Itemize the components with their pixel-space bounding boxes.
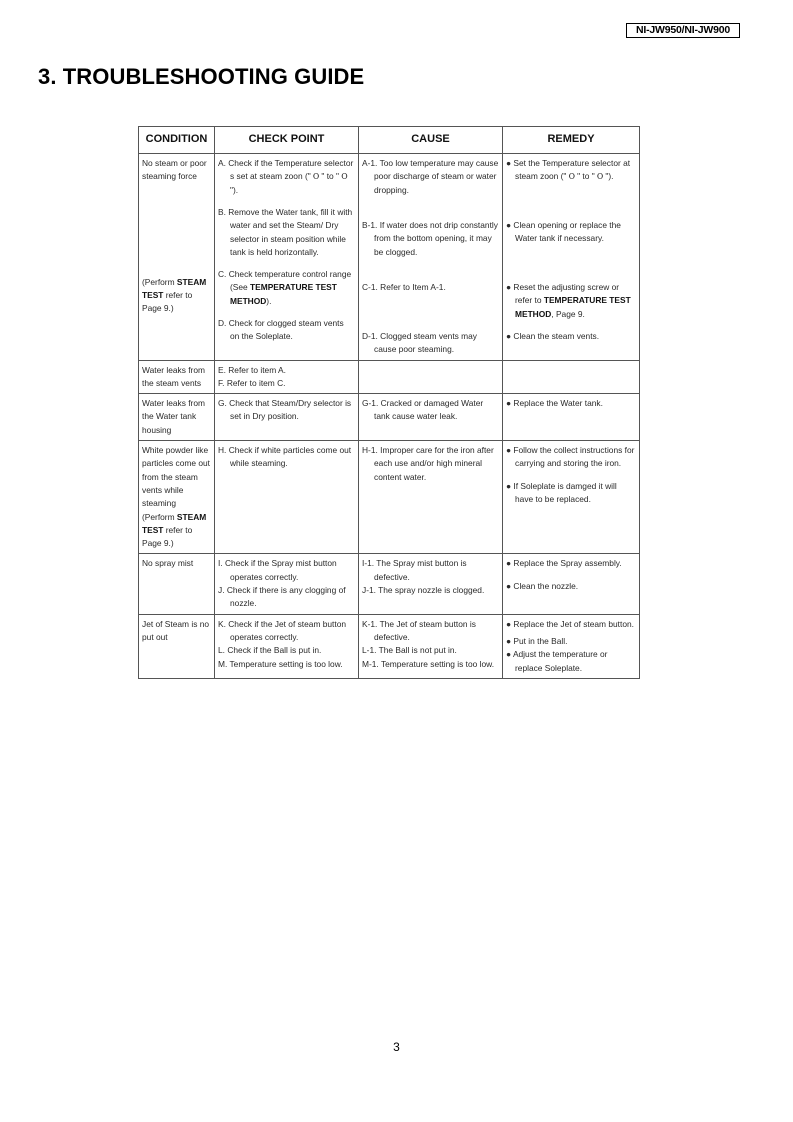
remedy-cell: [503, 441, 640, 554]
troubleshooting-table: [138, 126, 640, 679]
cause-item: M-1. Temperature setting is too low.: [362, 658, 495, 669]
check-point-item: B. Remove the Water tank, fill it with water and set the Steam/ Dry selector in steam position while tank is held horizontally.: [218, 207, 353, 257]
cause-item: K-1. The Jet of steam button is defective.: [362, 618, 476, 642]
check-point-item: A. Check if the Temperature selector s set at steam zoon (" Ⲟ " to " Ⲟ ").: [218, 158, 354, 195]
check-point-item: I. Check if the Spray mist button operates correctly.: [218, 558, 337, 582]
cause-item: G-1. Cracked or damaged Water tank cause water leak.: [362, 398, 484, 422]
remedy-cell: [503, 394, 640, 441]
remedy-item: ● Replace the Water tank.: [506, 398, 603, 409]
check-point-item: M. Temperature setting is too low.: [218, 658, 343, 669]
remedy-cell: [503, 154, 640, 361]
condition-text: No spray mist: [142, 558, 194, 569]
cause-item: D-1. Clogged steam vents may cause poor steaming.: [362, 331, 477, 355]
remedy-item: ● If Soleplate is damged it will have to be replaced.: [506, 480, 617, 504]
cause-cell: [359, 554, 503, 614]
cause-item: A-1. Too low temperature may cause poor discharge of steam or water dropping.: [362, 158, 499, 195]
check-point-cell: [215, 614, 359, 678]
remedy-item: ● Put in the Ball.: [506, 635, 568, 646]
check-point-cell: [215, 554, 359, 614]
condition-note: (Perform STEAM TEST refer to Page 9.): [142, 511, 207, 549]
table-row: [139, 394, 640, 441]
condition-text: Water leaks from the steam vents: [142, 364, 205, 388]
cause-cell: [359, 441, 503, 554]
column-header-check-point: CHECK POINT: [215, 127, 359, 154]
check-point-item: L. Check if the Ball is put in.: [218, 645, 322, 656]
condition-text: Water leaks from the Water tank housing: [142, 398, 205, 435]
remedy-item: ● Clean the nozzle.: [506, 580, 579, 591]
check-point-cell: [215, 441, 359, 554]
check-point-item: G. Check that Steam/Dry selector is set in Dry position.: [218, 398, 352, 422]
remedy-item: ● Adjust the temperature or replace Soleplate.: [506, 649, 608, 673]
cause-cell: [359, 394, 503, 441]
column-header-cause: CAUSE: [359, 127, 503, 154]
check-point-item: C. Check temperature control range (See TEMPERATURE TEST METHOD).: [218, 269, 352, 306]
page-number: 3: [393, 1040, 400, 1054]
page-title: 3. TROUBLESHOOTING GUIDE: [38, 64, 365, 89]
remedy-item: ● Replace the Spray assembly.: [506, 558, 622, 569]
check-point-item: K. Check if the Jet of steam button operates correctly.: [218, 618, 347, 642]
check-point-cell: [215, 360, 359, 394]
condition-cell: [139, 154, 215, 361]
table-row: [139, 554, 640, 614]
cause-item: C-1. Refer to Item A-1.: [362, 282, 446, 292]
table-row: [139, 154, 640, 361]
column-header-remedy: REMEDY: [503, 127, 640, 154]
table-row: [139, 614, 640, 678]
condition-note: (Perform STEAM TEST refer to Page 9.): [142, 276, 207, 314]
table-row: [139, 360, 640, 394]
remedy-item: ● Clean opening or replace the Water tank if necessary.: [506, 220, 621, 244]
condition-cell: [139, 394, 215, 441]
table-row: [139, 441, 640, 554]
model-number-tag: NI-JW950/NI-JW900: [626, 23, 740, 38]
condition-text: Jet of Steam is no put out: [142, 618, 210, 642]
cause-cell: [359, 154, 503, 361]
remedy-item: ● Follow the collect instructions for carrying and storing the iron.: [506, 445, 635, 469]
check-point-item: E. Refer to item A.: [218, 364, 286, 375]
condition-cell: [139, 360, 215, 394]
condition-cell: [139, 441, 215, 554]
cause-cell: [359, 614, 503, 678]
table-header-row: [139, 127, 640, 154]
check-point-cell: [215, 154, 359, 361]
cause-item: H-1. Improper care for the iron after each use and/or high mineral content water.: [362, 445, 494, 482]
cause-item: B-1. If water does not drip constantly from the bottom opening, it may be clogged.: [362, 220, 498, 257]
check-point-item: H. Check if white particles come out while steaming.: [218, 445, 352, 469]
cause-item: L-1. The Ball is not put in.: [362, 645, 457, 656]
check-point-item: D. Check for clogged steam vents on the Soleplate.: [218, 318, 344, 342]
check-point-cell: [215, 394, 359, 441]
remedy-cell: [503, 360, 640, 394]
cause-item: I-1. The Spray mist button is defective.: [362, 558, 467, 582]
remedy-cell: [503, 614, 640, 678]
remedy-item: ● Set the Temperature selector at steam zoon (" Ⲟ " to " Ⲟ ").: [506, 158, 631, 182]
remedy-item: ● Clean the steam vents.: [506, 331, 600, 341]
cause-item: J-1. The spray nozzle is clogged.: [362, 585, 485, 596]
check-point-item: J. Check if there is any clogging of nozzle.: [218, 585, 346, 609]
column-header-condition: CONDITION: [139, 127, 215, 154]
cause-cell: [359, 360, 503, 394]
check-point-item: F. Refer to item C.: [218, 377, 286, 388]
condition-cell: [139, 554, 215, 614]
condition-text: White powder like particles come out from the steam vents while steaming: [142, 445, 210, 509]
remedy-cell: [503, 554, 640, 614]
remedy-item: ● Reset the adjusting screw or refer to TEMPERATURE TEST METHOD, Page 9.: [506, 282, 631, 319]
remedy-item: ● Replace the Jet of steam button.: [506, 618, 634, 629]
condition-text: No steam or poor steaming force: [142, 158, 207, 182]
condition-cell: [139, 614, 215, 678]
